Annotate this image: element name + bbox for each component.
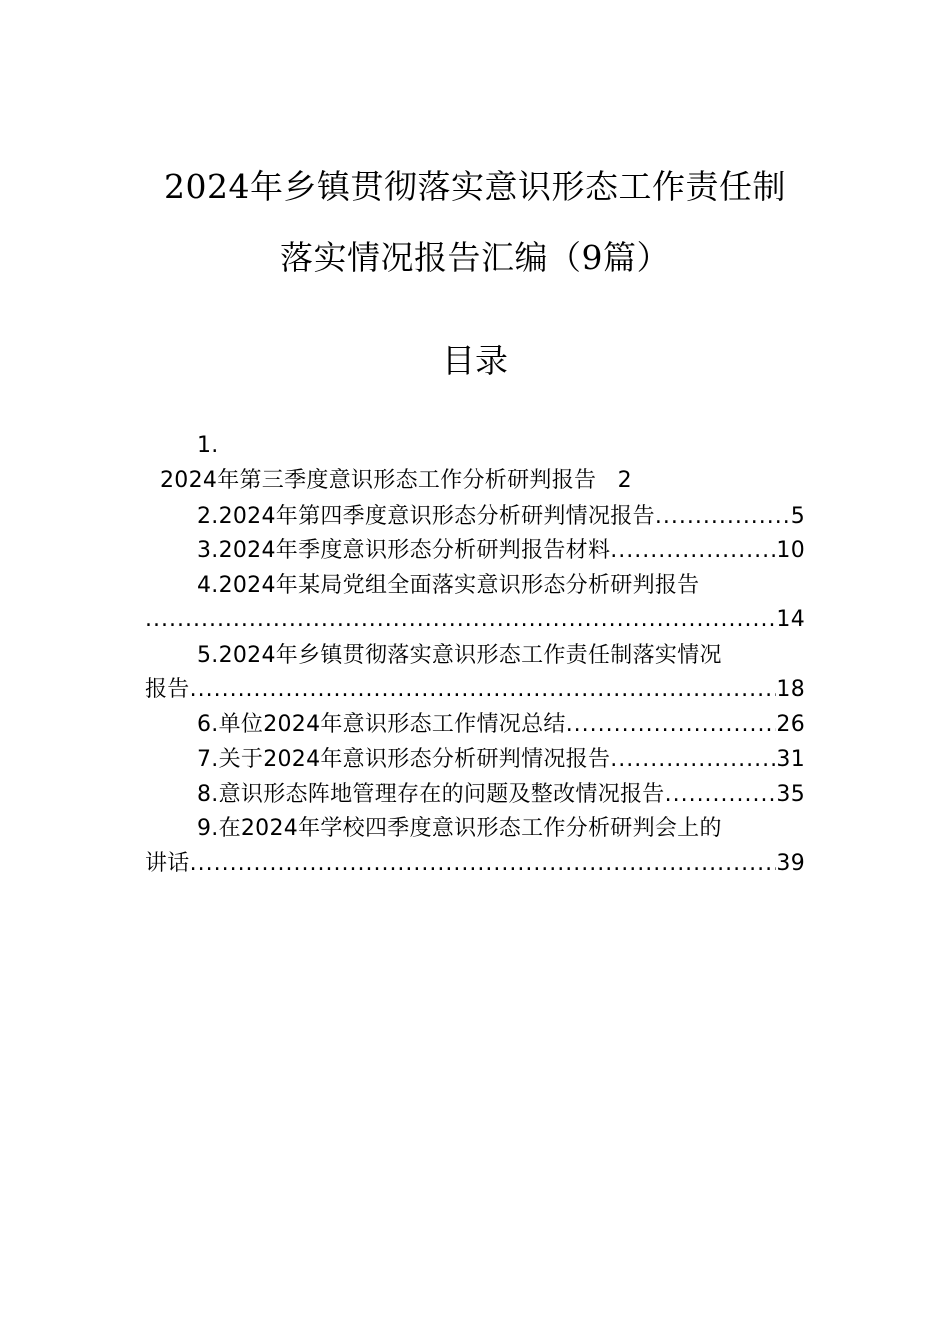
toc-entry-5-text-line-2: 报告 bbox=[145, 677, 190, 702]
toc-entry-9-leader bbox=[190, 849, 777, 879]
toc-entry-2[interactable] bbox=[145, 502, 805, 532]
toc-entry-6-page: 26 bbox=[776, 712, 805, 737]
toc-entry-1-number: 1. bbox=[197, 433, 219, 458]
toc-entry-8[interactable] bbox=[145, 780, 805, 810]
toc-entry-4-continuation[interactable] bbox=[145, 605, 805, 635]
toc-entry-4-text: 4.2024年某局党组全面落实意识形态分析研判报告 bbox=[197, 573, 700, 598]
toc-entry-5-leader bbox=[190, 675, 777, 705]
toc-entry-2-text: 2.2024年第四季度意识形态分析研判情况报告 bbox=[197, 504, 655, 529]
toc-entry-5-continuation[interactable] bbox=[145, 675, 805, 705]
toc-entry-6-text: 6.单位2024年意识形态工作情况总结 bbox=[197, 712, 566, 737]
toc-entry-9-text-line-2: 讲话 bbox=[145, 851, 190, 876]
toc-entry-3-text: 3.2024年季度意识形态分析研判报告材料 bbox=[197, 538, 611, 563]
toc-entry-7-text: 7.关于2024年意识形态分析研判情况报告 bbox=[197, 747, 611, 772]
toc-entry-7-leader bbox=[610, 745, 776, 775]
toc-entry-3-page: 10 bbox=[776, 538, 805, 563]
toc-entry-7[interactable] bbox=[145, 745, 805, 775]
toc-entry-1[interactable] bbox=[160, 466, 632, 496]
toc-entry-9[interactable] bbox=[145, 814, 805, 844]
toc-entry-8-page: 35 bbox=[776, 782, 805, 807]
toc-entry-4-page: 14 bbox=[776, 607, 805, 632]
toc-entry-2-page: 5 bbox=[790, 504, 805, 529]
toc-entry-7-page: 31 bbox=[776, 747, 805, 772]
toc-entry-3[interactable] bbox=[145, 536, 805, 566]
toc-entry-8-leader bbox=[665, 780, 777, 810]
toc-entry-3-leader bbox=[610, 536, 776, 566]
toc-entry-5-page: 18 bbox=[776, 677, 805, 702]
toc-entry-5-text-line-1: 5.2024年乡镇贯彻落实意识形态工作责任制落实情况 bbox=[197, 643, 722, 668]
toc-entry-2-leader bbox=[655, 502, 791, 532]
toc-entry-4[interactable] bbox=[145, 571, 805, 601]
toc-entry-1-page: 2 bbox=[617, 468, 632, 493]
toc-entry-1-text: 2024年第三季度意识形态工作分析研判报告 bbox=[160, 468, 597, 493]
toc-entry-6[interactable] bbox=[145, 710, 805, 740]
toc-entry-9-text-line-1: 9.在2024年学校四季度意识形态工作分析研判会上的 bbox=[197, 816, 722, 841]
toc-entry-8-text: 8.意识形态阵地管理存在的问题及整改情况报告 bbox=[197, 782, 665, 807]
toc-entry-9-continuation[interactable] bbox=[145, 849, 805, 879]
toc-entry-9-page: 39 bbox=[776, 851, 805, 876]
document-title-line-2: 落实情况报告汇编（9篇） bbox=[280, 238, 670, 277]
toc-entry-4-leader bbox=[145, 605, 776, 635]
toc-entry-5[interactable] bbox=[145, 641, 805, 671]
document-title-line-1: 2024年乡镇贯彻落实意识形态工作责任制 bbox=[164, 167, 786, 206]
toc-heading: 目录 bbox=[442, 341, 508, 380]
toc-entry-6-leader bbox=[566, 710, 777, 740]
